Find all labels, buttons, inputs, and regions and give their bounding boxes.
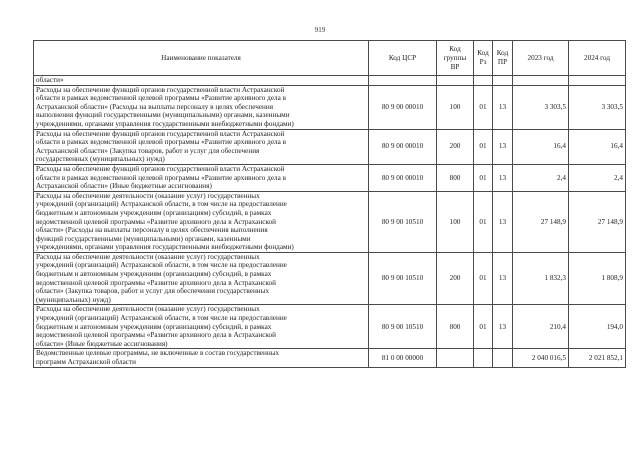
indicator-name-line: области» (Закупка товаров, работ и услуг для обеспечения государственных (36, 287, 270, 296)
pr-code-cell: 13 (493, 252, 513, 305)
header-indicator-name: Наименование показателя (34, 41, 369, 76)
indicator-name-line: государственных (муниципальных) нужд) (36, 155, 165, 164)
indicator-name-line: Расходы на обеспечение деятельности (оказание услуг) государственных (36, 252, 260, 261)
header-2024: 2024 год (569, 41, 626, 76)
indicator-name-line: ведомственной целевой программы «Развитие архивного дела в Астраханской (36, 217, 276, 226)
indicator-name-line: области в рамках ведомственной целевой программы «Развитие архивного дела в (36, 173, 286, 182)
indicator-name-cell (34, 349, 369, 367)
table-header-row (34, 41, 626, 76)
pr-code-cell: 13 (493, 191, 513, 252)
table-row (34, 252, 626, 305)
indicator-name-line: Астраханской области» (Закупка товаров, работ и услуг для обеспечения (36, 146, 260, 155)
amount-2024-cell: 2 021 852,1 (569, 349, 626, 367)
indicator-name-line: выполнения функций государственными (муниципальными) органами, казенными (36, 111, 290, 120)
indicator-name-line: (муниципальных) нужд) (36, 295, 111, 304)
pr-code-cell: 13 (493, 305, 513, 349)
indicator-name-line: учреждениями, органами управления государственными внебюджетными фондами) (36, 243, 294, 252)
csr-code-cell: 80 9 00 00010 (369, 129, 437, 164)
rz-code-cell: 01 (474, 85, 493, 129)
indicator-name-cell (34, 164, 369, 191)
pr-code-cell: 13 (493, 164, 513, 191)
indicator-name-line: учреждений (организаций) Астраханской области, в том числе на предоставление (36, 200, 287, 209)
page-number: 919 (314, 26, 326, 34)
indicator-name-line: функций государственными (муниципальными) органами, казенными (36, 234, 251, 243)
amount-2024-cell: 16,4 (569, 129, 626, 164)
indicator-name-cell (34, 305, 369, 349)
header-csr-code: Код ЦСР (369, 41, 437, 76)
table-row (34, 349, 626, 367)
csr-code-cell: 81 0 00 00000 (369, 349, 437, 367)
rz-code-cell (474, 349, 493, 367)
vr-code-cell: 100 (437, 191, 474, 252)
continuation-row (34, 76, 626, 86)
indicator-name-line: ведомственной целевой программы «Развитие архивного дела в Астраханской (36, 278, 276, 287)
indicator-name-line: Расходы на обеспечение функций органов государственной власти Астраханской (36, 164, 285, 173)
amount-2023-cell: 2 040 016,5 (513, 349, 569, 367)
amount-2024-cell: 3 303,5 (569, 85, 626, 129)
indicator-name-line: учреждений (организаций) Астраханской области, в том числе на предоставление (36, 261, 287, 270)
indicator-name-line: области» (Иные бюджетные ассигнования) (36, 339, 168, 348)
indicator-name-cell (34, 191, 369, 252)
indicator-name-line: бюджетным и автономным учреждениям (организациям) субсидий, в рамках (36, 208, 272, 217)
csr-code-cell: 80 9 00 00010 (369, 85, 437, 129)
indicator-name-line: программ Астраханской области (36, 358, 136, 366)
rz-code-cell: 01 (474, 191, 493, 252)
indicator-name-cell (34, 129, 369, 164)
rz-code-cell: 01 (474, 129, 493, 164)
amount-2024-cell: 194,0 (569, 305, 626, 349)
indicator-name-line: области в рамках ведомственной целевой программы «Развитие архивного дела в (36, 94, 286, 103)
rz-code-cell: 01 (474, 164, 493, 191)
vr-code-cell (437, 349, 474, 367)
indicator-name-line: учреждений (организаций) Астраханской области, в том числе на предоставление (36, 314, 287, 323)
indicator-name-line: Расходы на обеспечение функций органов государственной власти Астраханской (36, 129, 285, 138)
indicator-name-line: Астраханской области» (Иные бюджетные ассигнования) (36, 182, 212, 191)
rz-code-cell: 01 (474, 252, 493, 305)
header-2023: 2023 год (513, 41, 569, 76)
amount-2023-cell: 16,4 (513, 129, 569, 164)
vr-code-cell: 800 (437, 164, 474, 191)
vr-code-cell: 100 (437, 85, 474, 129)
amount-2024-cell: 2,4 (569, 164, 626, 191)
indicator-name-line: области» (Расходы на выплаты персоналу в целях обеспечения выполнения (36, 226, 268, 235)
amount-2023-cell: 210,4 (513, 305, 569, 349)
table-row (34, 164, 626, 191)
indicator-name-cell (34, 85, 369, 129)
indicator-name-cell (34, 252, 369, 305)
csr-code-cell: 80 9 00 10510 (369, 191, 437, 252)
amount-2023-cell: 2,4 (513, 164, 569, 191)
indicator-name-line: бюджетным и автономным учреждениям (организациям) субсидий, в рамках (36, 322, 272, 331)
table-row (34, 305, 626, 349)
amount-2024-cell: 27 148,9 (569, 191, 626, 252)
indicator-name-line: бюджетным и автономным учреждениям (организациям) субсидий, в рамках (36, 270, 272, 279)
header-rz-code: Код Рз (474, 41, 493, 76)
pr-code-cell: 13 (493, 85, 513, 129)
table-row (34, 85, 626, 129)
amount-2023-cell: 27 148,9 (513, 191, 569, 252)
csr-code-cell: 80 9 00 00010 (369, 164, 437, 191)
header-vr-code: Код группы ВР (437, 41, 474, 76)
rz-code-cell: 01 (474, 305, 493, 349)
table-row (34, 129, 626, 164)
indicator-name-line: Расходы на обеспечение деятельности (оказание услуг) государственных (36, 305, 260, 314)
indicator-name-line: Ведомственные целевые программы, не включенные в состав государственных (36, 349, 280, 358)
continuation-text: области» (34, 76, 369, 86)
indicator-name-line: учреждениями, органами управления государственными внебюджетными фондами) (36, 119, 294, 128)
csr-code-cell: 80 9 00 10510 (369, 252, 437, 305)
pr-code-cell: 13 (493, 129, 513, 164)
vr-code-cell: 200 (437, 252, 474, 305)
amount-2023-cell: 1 832,3 (513, 252, 569, 305)
pr-code-cell (493, 349, 513, 367)
amount-2023-cell: 3 303,5 (513, 85, 569, 129)
vr-code-cell: 200 (437, 129, 474, 164)
indicator-name-line: ведомственной целевой программы «Развитие архивного дела в Астраханской (36, 331, 276, 340)
indicator-name-line: Расходы на обеспечение деятельности (оказание услуг) государственных (36, 191, 260, 200)
csr-code-cell: 80 9 00 10510 (369, 305, 437, 349)
vr-code-cell: 800 (437, 305, 474, 349)
budget-table (33, 40, 626, 368)
indicator-name-line: области в рамках ведомственной целевой программы «Развитие архивного дела в (36, 138, 286, 147)
header-pr-code: Код ПР (493, 41, 513, 76)
indicator-name-line: Астраханской области» (Расходы на выплаты персоналу в целях обеспечения (36, 102, 274, 111)
amount-2024-cell: 1 808,9 (569, 252, 626, 305)
table-row (34, 191, 626, 252)
indicator-name-line: Расходы на обеспечение функций органов государственной власти Астраханской (36, 85, 285, 94)
